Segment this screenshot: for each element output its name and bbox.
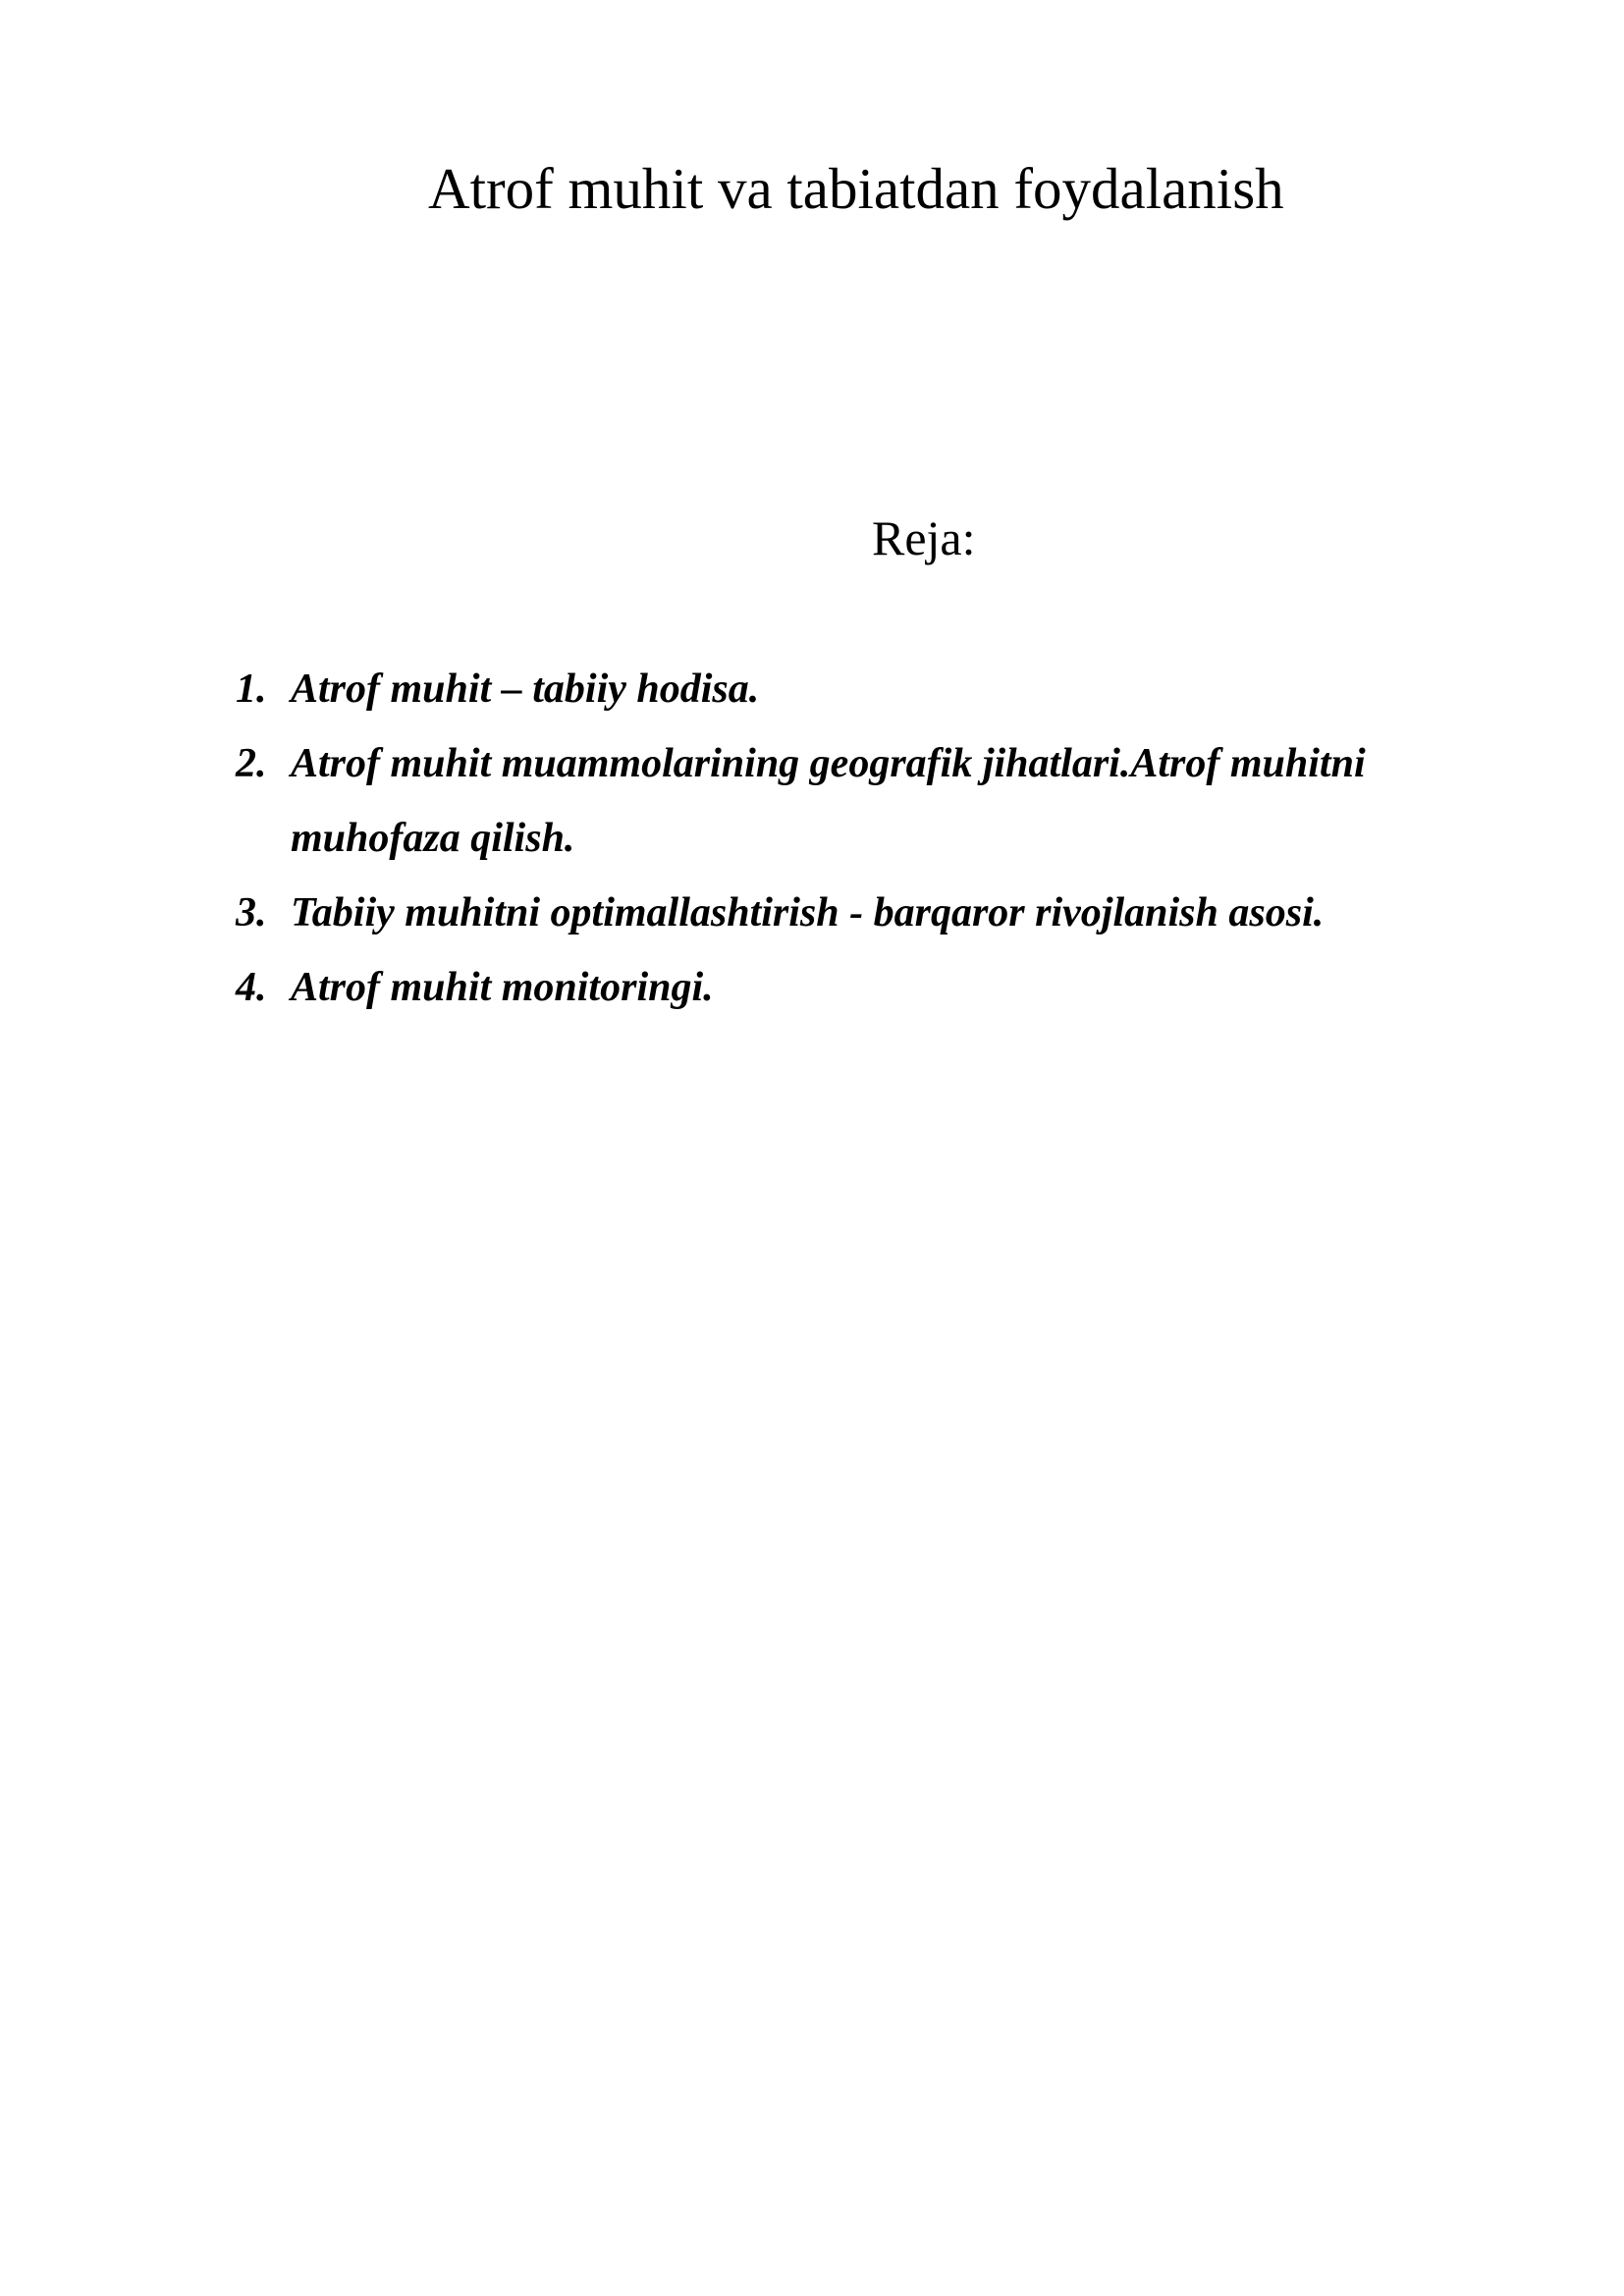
plan-item-text: Atrof muhit monitoringi. (291, 965, 714, 1010)
plan-item (236, 876, 1453, 950)
plan-item-number: 3. (236, 890, 267, 935)
plan-item (236, 726, 1453, 876)
plan-item-text: Tabiiy muhitni optimallashtirish - barqaror rivojlanish asosi. (291, 890, 1325, 935)
plan-item-text: Atrof muhit muammolarining geografik jihatlari.Atrof muhitni muhofaza qilish. (291, 741, 1366, 861)
page-title: Atrof muhit va tabiatdan foydalanish (428, 156, 1284, 221)
plan-item (236, 652, 1453, 726)
plan-item-number: 1. (236, 667, 267, 712)
plan-item-number: 4. (236, 965, 267, 1010)
plan-item-number: 2. (236, 741, 267, 786)
plan-item (236, 950, 1453, 1025)
plan-list (236, 652, 1453, 1025)
plan-item-text: Atrof muhit – tabiiy hodisa. (291, 667, 760, 712)
plan-heading: Reja: (872, 510, 976, 565)
